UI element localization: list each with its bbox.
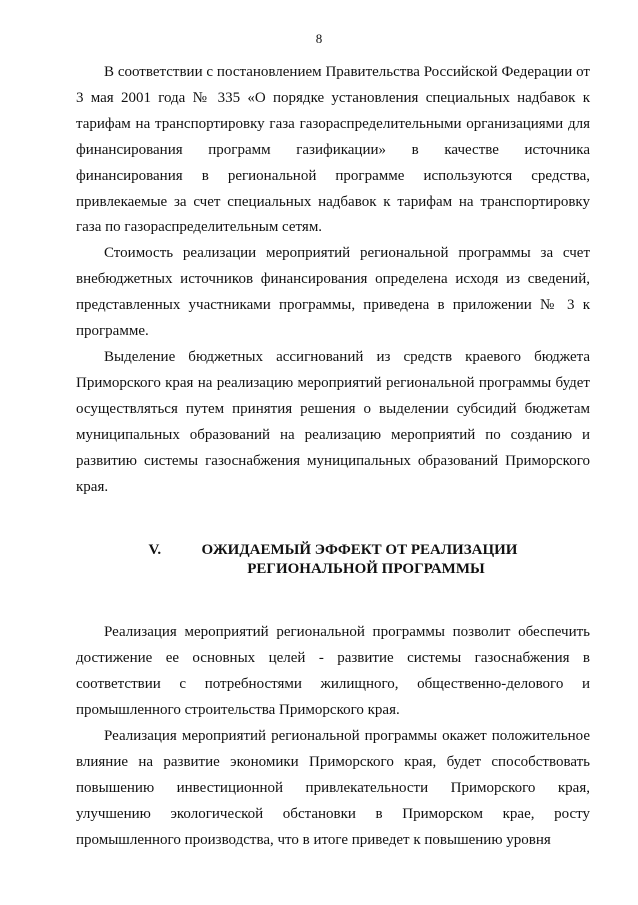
page-number: 8: [315, 31, 323, 46]
document-body: [76, 60, 590, 854]
section-heading: [76, 541, 590, 579]
section-title-line2: РЕГИОНАЛЬНОЙ ПРОГРАММЫ: [247, 561, 485, 578]
paragraph-economic-impact: Реализация мероприятий региональной программы окажет положительное влияние на развитие экономики Приморского края, будет способствовать повышению инвестиционной привлекательности Приморского края, улучшению экологической обстановки в Приморском крае, росту промышленного производства, что в итоге приведет к повышению уровня: [76, 728, 590, 848]
paragraph-funding-source: В соответствии с постановлением Правительства Российской Федерации от 3 мая 2001 года № 335 «О порядке установления специальных надбавок к тарифам на транспортировку газа газораспределительными организациями для финансирования программ газификации» в качестве источника финансирования в региональной программе используются средства, привлекаемые за счет специальных надбавок к тарифам на транспортировку газа по газораспределительным сетям.: [76, 64, 590, 236]
section-title-line1: ОЖИДАЕМЫЙ ЭФФЕКТ ОТ РЕАЛИЗАЦИИ: [201, 542, 518, 559]
section-number: V.: [148, 542, 162, 559]
paragraph-extrabudgetary-cost: Стоимость реализации мероприятий региональной программы за счет внебюджетных источников финансирования определена исходя из сведений, представленных участниками программы, приведена в приложении № 3 к программе.: [76, 245, 590, 340]
paragraph-budget-allocation: Выделение бюджетных ассигнований из средств краевого бюджета Приморского края на реализацию мероприятий региональной программы будет осуществляться путем принятия решения о выделении субсидий бюджетам муниципальных образований на реализацию мероприятий по созданию и развитию системы газоснабжения муниципальных образований Приморского края.: [76, 348, 590, 495]
paragraph-goals: Реализация мероприятий региональной программы позволит обеспечить достижение ее основных целей - развитие системы газоснабжения в соответствии с потребностями жилищного, общественно-делового и промышленного строительства Приморского края.: [76, 624, 590, 719]
